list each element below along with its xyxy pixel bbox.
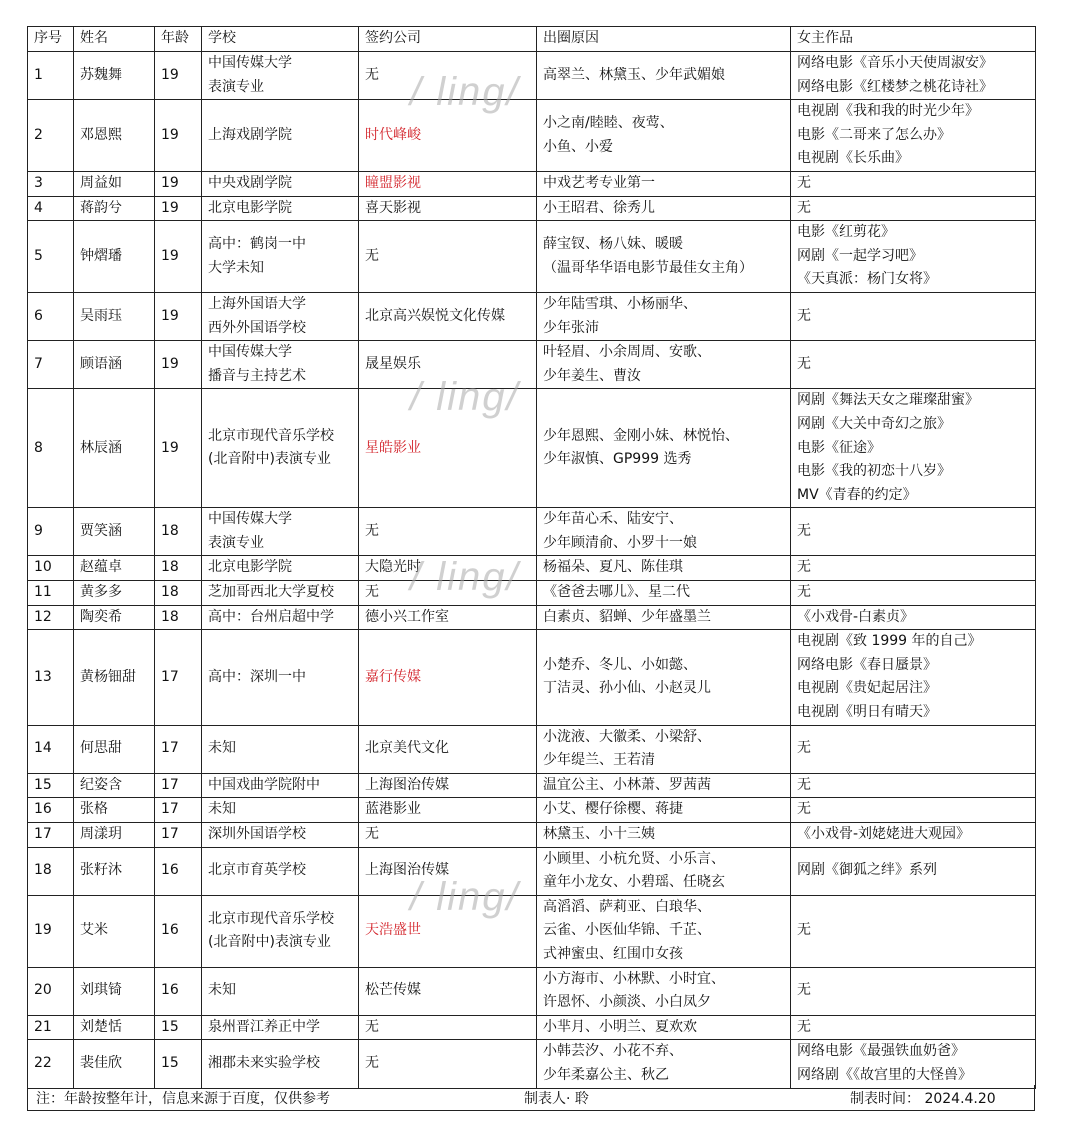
cell-reason-line: 小泷液、大徽柔、小梁舒、 <box>543 728 711 745</box>
cell-reason <box>537 847 791 895</box>
cell-works-line: 《小戏骨-刘姥姥进大观园》 <box>797 826 971 842</box>
cell-no: 17 <box>28 823 74 848</box>
cell-reason-line: 少年姜生、曹汝 <box>543 367 641 384</box>
table-row <box>28 171 1036 196</box>
cell-works-line: 电视剧《致 1999 年的自己》 <box>797 633 982 650</box>
cell-reason <box>537 1015 791 1040</box>
cell-reason <box>537 895 791 967</box>
cell-works <box>791 341 1036 389</box>
cell-company: 松芒传媒 <box>359 967 537 1015</box>
cell-school-line: 中央戏剧学院 <box>208 174 292 191</box>
cell-works-line: 《天真派：杨门女将》 <box>797 271 937 288</box>
cell-works-line: 无 <box>797 584 811 601</box>
cell-works-line: 无 <box>797 740 811 757</box>
cell-company: 北京高兴娱悦文化传媒 <box>359 292 537 340</box>
cell-company: 晟星娱乐 <box>359 341 537 389</box>
cell-age: 19 <box>155 292 202 340</box>
cell-school <box>202 100 359 172</box>
cell-school-line: 芝加哥西北大学夏校 <box>208 584 334 601</box>
cell-name: 邓恩熙 <box>74 100 155 172</box>
cell-reason-line: 少年张沛 <box>543 319 599 336</box>
cell-name: 顾语涵 <box>74 341 155 389</box>
table-row <box>28 581 1036 606</box>
table-row <box>28 798 1036 823</box>
cell-reason-line: 小之南/睦睦、夜莺、 <box>543 114 674 131</box>
cell-works <box>791 605 1036 630</box>
cell-school-line: 表演专业 <box>208 78 264 95</box>
cell-school-line: 上海戏剧学院 <box>208 126 292 143</box>
cell-school-line: 高中：深圳一中 <box>208 668 306 685</box>
cell-school <box>202 1015 359 1040</box>
cell-age: 16 <box>155 847 202 895</box>
watermark: / ling/ <box>410 555 520 599</box>
cell-age: 15 <box>155 1040 202 1088</box>
watermark: / ling/ <box>410 70 520 114</box>
footer-maker: 制表人· 聆 <box>524 1091 589 1107</box>
cell-school-line: 中国传媒大学 <box>208 511 292 528</box>
table-row <box>28 847 1036 895</box>
cell-school-line: 北京市育英学校 <box>208 862 306 879</box>
cell-works-line: 无 <box>797 922 811 939</box>
cell-no: 14 <box>28 725 74 773</box>
cell-school <box>202 823 359 848</box>
cell-reason-line: 小鱼、小爱 <box>543 138 613 155</box>
cell-works-line: MV《青春的约定》 <box>797 486 917 503</box>
cell-name: 张格 <box>74 798 155 823</box>
cell-age: 19 <box>155 221 202 293</box>
header-age: 年龄 <box>155 27 202 52</box>
cell-reason-line: 小楚乔、冬儿、小如懿、 <box>543 656 697 673</box>
cell-works <box>791 1040 1036 1088</box>
cell-works-line: 网络电影《红楼梦之桃花诗社》 <box>797 78 993 95</box>
cell-reason-line: 林黛玉、小十三姨 <box>543 826 655 842</box>
cell-company: 喜天影视 <box>359 196 537 221</box>
cell-company: 德小兴工作室 <box>359 605 537 630</box>
cell-school-line: 北京市现代音乐学校 <box>208 910 334 927</box>
cell-no: 5 <box>28 221 74 293</box>
cell-works-line: 网络剧《《故宫里的大怪兽》 <box>797 1066 972 1083</box>
cell-reason-line: 温宜公主、小林萧、罗茜茜 <box>543 776 711 793</box>
cell-works-line: 无 <box>797 174 811 191</box>
cell-company: 嘉行传媒 <box>359 630 537 725</box>
cell-age: 16 <box>155 967 202 1015</box>
cell-works <box>791 389 1036 508</box>
cell-company: 瞳盟影视 <box>359 171 537 196</box>
header-works: 女主作品 <box>791 27 1036 52</box>
cell-reason <box>537 630 791 725</box>
cell-company: 上海图治传媒 <box>359 847 537 895</box>
cell-reason <box>537 556 791 581</box>
footer-note: 注：年龄按整年计，信息来源于百度，仅供参考 <box>36 1091 330 1107</box>
cell-reason-line: 白素贞、貂蝉、少年盛墨兰 <box>543 608 711 625</box>
cell-works <box>791 823 1036 848</box>
cell-school <box>202 171 359 196</box>
cell-works <box>791 725 1036 773</box>
table-row <box>28 221 1036 293</box>
cell-name: 何思甜 <box>74 725 155 773</box>
cell-school-line: 西外外国语学校 <box>208 319 306 336</box>
table-row <box>28 1040 1036 1088</box>
cell-company: 北京美代文化 <box>359 725 537 773</box>
cell-works <box>791 171 1036 196</box>
cell-works-line: 网剧《一起学习吧》 <box>797 247 923 264</box>
cell-reason-line: 少年陆雪琪、小杨丽华、 <box>543 295 697 312</box>
cell-company: 无 <box>359 581 537 606</box>
cell-works <box>791 52 1036 100</box>
cell-works-line: 网络电影《音乐小天使周淑安》 <box>797 55 993 71</box>
cell-school-line: 中国传媒大学 <box>208 344 292 361</box>
cell-company: 天浩盛世 <box>359 895 537 967</box>
cell-no: 19 <box>28 895 74 967</box>
cell-reason-line: 小顾里、小杭允贤、小乐言、 <box>543 850 725 867</box>
cell-works <box>791 1015 1036 1040</box>
cell-no: 1 <box>28 52 74 100</box>
cell-reason <box>537 798 791 823</box>
cell-no: 6 <box>28 292 74 340</box>
cell-reason <box>537 341 791 389</box>
watermark: / ling/ <box>410 375 520 419</box>
cell-reason-line: 小方海市、小林默、小时宜、 <box>543 970 725 987</box>
cell-school <box>202 967 359 1015</box>
cell-school-line: 高中：鹤岗一中 <box>208 235 306 252</box>
cell-name: 钟熠璠 <box>74 221 155 293</box>
header-company: 签约公司 <box>359 27 537 52</box>
cell-school-line: (北音附中)表演专业 <box>208 934 331 951</box>
header-reason: 出圈原因 <box>537 27 791 52</box>
cell-school-line: 北京市现代音乐学校 <box>208 427 334 444</box>
cell-company: 无 <box>359 1040 537 1088</box>
cell-school <box>202 1040 359 1088</box>
cell-works-line: 网剧《御狐之绊》系列 <box>797 862 937 879</box>
cell-name: 张籽沐 <box>74 847 155 895</box>
cell-school <box>202 52 359 100</box>
cell-school <box>202 341 359 389</box>
cell-name: 艾米 <box>74 895 155 967</box>
table-row <box>28 630 1036 725</box>
cell-no: 7 <box>28 341 74 389</box>
header-no: 序号 <box>28 27 74 52</box>
cell-company: 无 <box>359 508 537 556</box>
cell-reason <box>537 967 791 1015</box>
cell-works <box>791 798 1036 823</box>
cell-school-line: 未知 <box>208 740 236 757</box>
cell-works-line: 无 <box>797 776 811 793</box>
cell-no: 2 <box>28 100 74 172</box>
table-row <box>28 508 1036 556</box>
cell-reason-line: 小王昭君、徐秀儿 <box>543 199 655 216</box>
cell-name: 林辰涵 <box>74 389 155 508</box>
cell-reason-line: 杨福朵、夏凡、陈佳琪 <box>543 559 683 576</box>
cell-school-line: 播音与主持艺术 <box>208 367 306 384</box>
cell-school-line: 湘郡未来实验学校 <box>208 1055 320 1072</box>
cell-no: 8 <box>28 389 74 508</box>
cell-name: 苏魏舞 <box>74 52 155 100</box>
cell-reason-line: 童年小龙女、小碧瑶、任晓玄 <box>543 874 725 891</box>
cell-name: 纪姿含 <box>74 773 155 798</box>
cell-reason <box>537 196 791 221</box>
cell-no: 15 <box>28 773 74 798</box>
table-row <box>28 556 1036 581</box>
cell-reason <box>537 581 791 606</box>
cell-reason-line: 叶轻眉、小余周周、安歌、 <box>543 344 711 361</box>
cell-no: 22 <box>28 1040 74 1088</box>
cell-school <box>202 773 359 798</box>
cell-no: 9 <box>28 508 74 556</box>
footer-date: 制表时间： 2024.4.20 <box>850 1091 996 1107</box>
cell-reason-line: 许恩怀、小颜淡、小白凤夕 <box>543 994 711 1011</box>
cell-reason <box>537 725 791 773</box>
cell-reason <box>537 100 791 172</box>
cell-name: 吴雨珏 <box>74 292 155 340</box>
cell-age: 18 <box>155 605 202 630</box>
cell-company: 大隐光时 <box>359 556 537 581</box>
cell-works-line: 无 <box>797 199 811 216</box>
cell-works-line: 无 <box>797 523 811 540</box>
cell-age: 17 <box>155 798 202 823</box>
cell-age: 19 <box>155 52 202 100</box>
table-row <box>28 773 1036 798</box>
cell-school-line: 北京电影学院 <box>208 199 292 216</box>
cell-age: 19 <box>155 389 202 508</box>
cell-works-line: 无 <box>797 801 811 818</box>
cell-age: 19 <box>155 196 202 221</box>
header-school: 学校 <box>202 27 359 52</box>
cell-school-line: 北京电影学院 <box>208 559 292 576</box>
watermark: / ling/ <box>410 875 520 919</box>
cell-school <box>202 389 359 508</box>
cell-works-line: 电影《红剪花》 <box>797 224 895 241</box>
cell-works <box>791 967 1036 1015</box>
cell-reason <box>537 1040 791 1088</box>
cell-school-line: 中国传媒大学 <box>208 55 292 71</box>
table-row <box>28 967 1036 1015</box>
cell-works <box>791 773 1036 798</box>
table-row <box>28 895 1036 967</box>
table-row <box>28 823 1036 848</box>
cell-reason <box>537 773 791 798</box>
cell-reason-line: 少年顾清俞、小罗十一娘 <box>543 534 697 551</box>
cell-reason-line: 云雀、小医仙华锦、千芷、 <box>543 922 711 939</box>
cell-no: 16 <box>28 798 74 823</box>
cell-school <box>202 581 359 606</box>
cell-reason <box>537 52 791 100</box>
cell-school <box>202 798 359 823</box>
cell-company: 无 <box>359 1015 537 1040</box>
cell-name: 周益如 <box>74 171 155 196</box>
cell-age: 18 <box>155 581 202 606</box>
cell-company: 星皓影业 <box>359 389 537 508</box>
cell-age: 15 <box>155 1015 202 1040</box>
cell-name: 赵蕴卓 <box>74 556 155 581</box>
cell-name: 裴佳欣 <box>74 1040 155 1088</box>
cell-name: 陶奕希 <box>74 605 155 630</box>
cell-reason <box>537 389 791 508</box>
cell-works-line: 电视剧《明日有晴天》 <box>797 704 937 721</box>
cell-company: 时代峰峻 <box>359 100 537 172</box>
cell-works-line: 网剧《大关中奇幻之旅》 <box>797 415 951 432</box>
cell-works-line: 网剧《舞法天女之璀璨甜蜜》 <box>797 392 979 409</box>
cell-no: 3 <box>28 171 74 196</box>
cell-age: 16 <box>155 895 202 967</box>
cell-name: 周漾玥 <box>74 823 155 848</box>
cell-school-line: 高中：台州启超中学 <box>208 608 334 625</box>
cell-school <box>202 508 359 556</box>
cell-school-line: 深圳外国语学校 <box>208 826 306 842</box>
cell-works-line: 电视剧《长乐曲》 <box>797 150 909 167</box>
cell-works-line: 电视剧《贵妃起居注》 <box>797 680 937 697</box>
cell-school <box>202 725 359 773</box>
cell-works-line: 《小戏骨-白素贞》 <box>797 608 915 625</box>
cell-works-line: 无 <box>797 1018 811 1035</box>
cell-works <box>791 556 1036 581</box>
header-row <box>28 27 1036 52</box>
table-footer <box>27 1085 1035 1111</box>
cell-school <box>202 630 359 725</box>
cell-works-line: 网络电影《最强铁血奶爸》 <box>797 1043 965 1060</box>
cell-school <box>202 847 359 895</box>
cell-works-line: 无 <box>797 355 811 372</box>
cell-reason-line: 中戏艺考专业第一 <box>543 174 655 191</box>
cell-age: 17 <box>155 773 202 798</box>
table-row <box>28 1015 1036 1040</box>
cell-reason-line: 小艾、樱仔徐樱、蒋捷 <box>543 801 683 818</box>
cell-no: 4 <box>28 196 74 221</box>
cell-reason-line: 式神蜜虫、红围巾女孩 <box>543 945 683 962</box>
cell-reason <box>537 605 791 630</box>
cell-reason-line: 薛宝钗、杨八妹、暖暖 <box>543 235 683 252</box>
cell-school-line: 未知 <box>208 982 236 999</box>
table-row <box>28 389 1036 508</box>
cell-age: 19 <box>155 171 202 196</box>
cell-works-line: 电影《我的初恋十八岁》 <box>797 463 951 480</box>
cell-school <box>202 221 359 293</box>
cell-reason-line: 小韩芸汐、小花不弃、 <box>543 1043 683 1060</box>
cell-reason <box>537 292 791 340</box>
cell-reason-line: 少年淑慎、GP999 选秀 <box>543 451 692 468</box>
cell-no: 11 <box>28 581 74 606</box>
cell-school <box>202 196 359 221</box>
cell-school-line: 未知 <box>208 801 236 818</box>
cell-age: 17 <box>155 630 202 725</box>
cell-works-line: 电影《二哥来了怎么办》 <box>797 126 951 143</box>
cell-school-line: 中国戏曲学院附中 <box>208 776 320 793</box>
cell-name: 贾笑涵 <box>74 508 155 556</box>
cell-name: 黄多多 <box>74 581 155 606</box>
cell-reason <box>537 508 791 556</box>
actress-table <box>27 26 1036 1089</box>
cell-works-line: 电视剧《我和我的时光少年》 <box>797 103 979 120</box>
cell-school <box>202 605 359 630</box>
cell-works-line: 无 <box>797 982 811 999</box>
cell-school-line: 上海外国语大学 <box>208 295 306 312</box>
cell-works <box>791 895 1036 967</box>
cell-reason-line: 少年柔嘉公主、秋乙 <box>543 1066 669 1083</box>
cell-reason-line: 《爸爸去哪儿》、星二代 <box>543 584 690 601</box>
cell-works <box>791 100 1036 172</box>
table-row <box>28 605 1036 630</box>
cell-no: 12 <box>28 605 74 630</box>
cell-reason-line: 丁洁灵、孙小仙、小赵灵儿 <box>543 680 711 697</box>
cell-works-line: 无 <box>797 307 811 324</box>
cell-reason-line: 少年缇兰、王若清 <box>543 752 655 769</box>
cell-works <box>791 292 1036 340</box>
cell-company: 蓝港影业 <box>359 798 537 823</box>
cell-reason <box>537 171 791 196</box>
cell-age: 18 <box>155 556 202 581</box>
table-body <box>28 52 1036 1089</box>
table-row <box>28 292 1036 340</box>
cell-reason <box>537 221 791 293</box>
cell-works-line: 电影《征途》 <box>797 439 881 456</box>
cell-company: 无 <box>359 221 537 293</box>
cell-name: 刘琪锜 <box>74 967 155 1015</box>
cell-no: 20 <box>28 967 74 1015</box>
cell-reason-line: 小芈月、小明兰、夏欢欢 <box>543 1018 697 1035</box>
cell-reason-line: 少年恩熙、金刚小妹、林悦怡、 <box>543 427 739 444</box>
cell-reason-line: 高翠兰、林黛玉、少年武媚娘 <box>543 66 725 83</box>
cell-company: 无 <box>359 52 537 100</box>
cell-name: 黄杨钿甜 <box>74 630 155 725</box>
cell-school-line: 表演专业 <box>208 534 264 551</box>
cell-reason-line: 少年苗心禾、陆安宁、 <box>543 511 683 528</box>
cell-name: 刘楚恬 <box>74 1015 155 1040</box>
cell-works <box>791 221 1036 293</box>
cell-company: 无 <box>359 823 537 848</box>
cell-reason <box>537 823 791 848</box>
cell-works <box>791 581 1036 606</box>
cell-reason-line: 高滔滔、萨莉亚、白琅华、 <box>543 898 711 915</box>
cell-age: 19 <box>155 100 202 172</box>
cell-age: 18 <box>155 508 202 556</box>
cell-name: 蒋韵兮 <box>74 196 155 221</box>
actress-table-sheet <box>27 26 1035 1089</box>
cell-age: 17 <box>155 725 202 773</box>
table-row <box>28 725 1036 773</box>
cell-school <box>202 556 359 581</box>
cell-school-line: (北音附中)表演专业 <box>208 451 331 468</box>
cell-company: 上海图治传媒 <box>359 773 537 798</box>
table-row <box>28 341 1036 389</box>
cell-works <box>791 508 1036 556</box>
cell-school <box>202 292 359 340</box>
cell-no: 10 <box>28 556 74 581</box>
cell-no: 21 <box>28 1015 74 1040</box>
cell-works <box>791 630 1036 725</box>
cell-age: 19 <box>155 341 202 389</box>
table-row <box>28 100 1036 172</box>
cell-no: 18 <box>28 847 74 895</box>
header-name: 姓名 <box>74 27 155 52</box>
cell-works <box>791 196 1036 221</box>
cell-school <box>202 895 359 967</box>
table-row <box>28 52 1036 100</box>
cell-reason-line: （温哥华华语电影节最佳女主角） <box>543 259 753 276</box>
cell-works <box>791 847 1036 895</box>
cell-school-line: 大学未知 <box>208 259 264 276</box>
cell-works-line: 无 <box>797 559 811 576</box>
cell-works-line: 网络电影《春日蜃景》 <box>797 656 937 673</box>
table-row <box>28 196 1036 221</box>
cell-age: 17 <box>155 823 202 848</box>
cell-school-line: 泉州晋江养正中学 <box>208 1018 320 1035</box>
cell-no: 13 <box>28 630 74 725</box>
